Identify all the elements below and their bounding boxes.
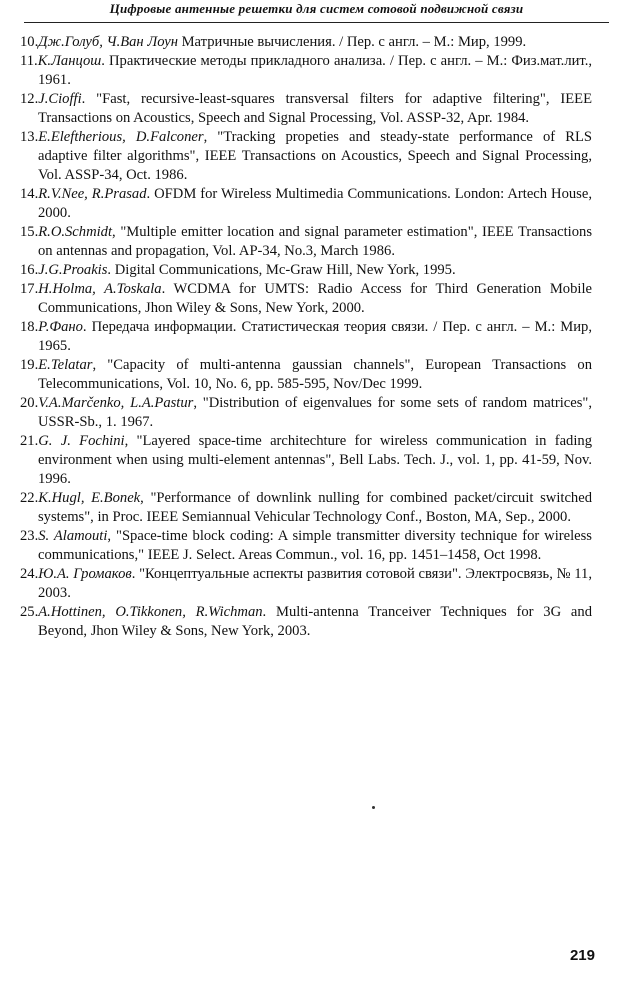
reference-item [20, 33, 592, 52]
reference-number: 18. [20, 319, 39, 335]
reference-text: , "Tracking propeties and steady-state performance of RLS adaptive filter algorithms", IEEE Transactions on Acoustics, Speech and Signal Processing, Vol. ASSP-34, Oct. 1986. [38, 129, 592, 183]
reference-list [20, 33, 592, 641]
reference-authors: A.Hottinen, O.Tikkonen, R.Wichman [38, 604, 263, 620]
reference-text: , "Distribution of eigenvalues for some sets of random matrices", USSR-Sb., 1. 1967. [38, 395, 592, 430]
reference-item [20, 394, 592, 432]
reference-number: 24. [20, 566, 39, 582]
reference-number: 16. [20, 262, 39, 278]
reference-number: 22. [20, 490, 39, 506]
reference-item [20, 432, 592, 489]
reference-authors: Ю.А. Громаков [38, 566, 132, 582]
reference-text: , "Performance of downlink nulling for combined packet/circuit switched systems", in Proc. IEEE Semiannual Vehicular Technology Conf., Boston, MA, Sep., 2000. [38, 490, 592, 525]
reference-item [20, 280, 592, 318]
reference-authors: R.V.Nee, R.Prasad [38, 186, 147, 202]
reference-text: , "Space-time block coding: A simple transmitter diversity technique for wireless communications," IEEE J. Select. Areas Commun., vol. 16, pp. 1451–1458, Oct 1998. [38, 528, 592, 563]
reference-item [20, 90, 592, 128]
reference-text: . OFDM for Wireless Multimedia Communications. London: Artech House, 2000. [38, 186, 592, 221]
reference-authors: J.G.Proakis [38, 262, 108, 278]
reference-item [20, 565, 592, 603]
reference-text: , "Layered space-time architechture for wireless communication in fading environment when using multi-element antennas", Bell Labs. Tech. J., vol. 1, pp. 41-59, Nov. 1996. [38, 433, 592, 487]
stray-dot [372, 806, 375, 809]
reference-number: 12. [20, 91, 39, 107]
reference-item [20, 356, 592, 394]
reference-item [20, 52, 592, 90]
reference-number: 20. [20, 395, 39, 411]
reference-item [20, 261, 592, 280]
reference-authors: S. Alamouti [38, 528, 108, 544]
reference-authors: H.Holma, A.Toskala [38, 281, 162, 297]
reference-item [20, 128, 592, 185]
reference-number: 15. [20, 224, 39, 240]
reference-item [20, 185, 592, 223]
reference-item [20, 527, 592, 565]
reference-text: . Multi-antenna Tranceiver Techniques for 3G and Beyond, Jhon Wiley & Sons, New York, 2003. [38, 604, 592, 639]
reference-text: . Digital Communications, Mc-Graw Hill, New York, 1995. [107, 262, 456, 278]
reference-number: 19. [20, 357, 39, 373]
reference-number: 25. [20, 604, 39, 620]
reference-number: 17. [20, 281, 39, 297]
reference-authors: E.Eleftherious, D.Falconer [38, 129, 204, 145]
reference-authors: Дж.Голуб, Ч.Ван Лоун [38, 34, 178, 50]
page-number: 219 [569, 947, 595, 964]
reference-text: . Передача информации. Статистическая теория связи. / Пер. с англ. – М.: Мир, 1965. [38, 319, 592, 354]
reference-number: 21. [20, 433, 39, 449]
reference-text: . Практические методы прикладного анализа. / Пер. с англ. – М.: Физ.мат.лит., 1961. [38, 53, 592, 88]
reference-authors: K.Hugl, E.Bonek [38, 490, 141, 506]
reference-item [20, 603, 592, 641]
reference-authors: R.O.Schmidt [38, 224, 113, 240]
reference-authors: V.A.Marčenko, L.A.Pastur [38, 395, 194, 411]
reference-item [20, 489, 592, 527]
reference-authors: G. J. Fochini [38, 433, 125, 449]
reference-text: . "Концептуальные аспекты развития сотовой связи". Электросвязь, № 11, 2003. [38, 566, 592, 601]
reference-item [20, 223, 592, 261]
reference-text: Матричные вычисления. / Пер. с англ. – М.: Мир, 1999. [177, 34, 527, 50]
reference-number: 14. [20, 186, 39, 202]
reference-number: 23. [20, 528, 39, 544]
reference-text: . WCDMA for UMTS: Radio Access for Third Generation Mobile Communications, Jhon Wiley & Sons, New York, 2000. [38, 281, 592, 316]
reference-authors: Р.Фано [38, 319, 83, 335]
reference-text: , "Capacity of multi-antenna gaussian channels", European Transactions on Telecommunications, Vol. 10, No. 6, pp. 585-595, Nov/Dec 1999. [38, 357, 592, 392]
reference-authors: E.Telatar [38, 357, 93, 373]
reference-text: . "Fast, recursive-least-squares transversal filters for adaptive filtering", IEEE Transactions on Acoustics, Speech and Signal Processing, Vol. ASSP-32, Apr. 1984. [38, 91, 592, 126]
reference-number: 10. [20, 34, 39, 50]
reference-item [20, 318, 592, 356]
reference-number: 13. [20, 129, 39, 145]
reference-authors: J.Cioffi [38, 91, 82, 107]
running-title: Цифровые антенные решетки для систем сотовой подвижной связи [24, 0, 609, 23]
reference-authors: К.Ланцош [37, 53, 102, 69]
reference-number: 11. [20, 53, 38, 69]
reference-text: , "Multiple emitter location and signal parameter estimation", IEEE Transactions on antennas and propagation, Vol. AP-34, No.3, March 1986. [38, 224, 592, 259]
